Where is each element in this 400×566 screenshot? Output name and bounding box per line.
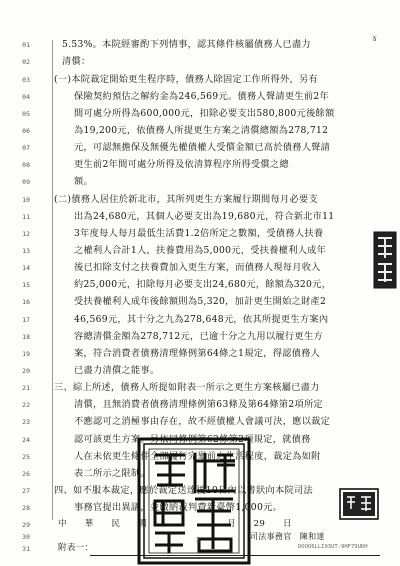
line-number: 25	[22, 453, 30, 461]
line-number: 10	[22, 196, 30, 204]
line-number: 14	[22, 264, 30, 272]
line-number: 15	[22, 281, 30, 289]
text-line: 不應認可之消極事由存在，故不經債權人會議可決，應以裁定	[74, 416, 331, 427]
text-line: 約25,000元，扣除每月必要支出24,680元，餘額為320元，	[74, 279, 332, 290]
line-number: 07	[22, 144, 30, 152]
text-line: (二)債務人居住於新北市，其所列更生方案履行期間每月必要支	[54, 194, 318, 205]
text-line: 後已扣除支付之扶養費加入更生方案，而債務人現每月收入	[74, 262, 321, 273]
text-line: (一)本院裁定開始更生程序時，債務人除固定工作所得外，另有	[54, 74, 318, 85]
side-stamp	[372, 230, 398, 290]
court-seal-image	[135, 435, 253, 566]
line-number: 16	[22, 298, 30, 306]
line-number: 20	[22, 367, 30, 375]
line-number: 19	[22, 350, 30, 358]
text-line: 保險契約預估之解約金為246,569元。債務人聲請更生前2年	[74, 91, 329, 102]
text-line: 46,569元，其十分之九為278,648元，依其所提更生方案內	[74, 314, 329, 325]
text-line: 案，符合消費者債務清理條例第64條之1規定，得認債務人	[74, 348, 321, 359]
line-number: 02	[22, 58, 30, 66]
text-line: 表二所示之限制。	[74, 468, 150, 479]
line-number: 05	[22, 110, 30, 118]
officer-name-stamp	[339, 488, 379, 520]
date-line: 中 華 民 國 月 29 日	[58, 519, 292, 529]
text-line: 認可該更生方案。另依同條例第62條第2項規定，就債務	[74, 434, 311, 445]
line-number: 22	[22, 401, 30, 409]
appendix-label: 附表一：	[58, 543, 94, 553]
text-line: 容總清償金額為278,712元，已逾十分之九用以履行更生方	[74, 331, 323, 342]
text-line: 間可處分所得為600,000元，扣除必要支出580,800元後餘額	[74, 108, 335, 119]
line-number: 08	[22, 161, 30, 169]
line-number: 30	[22, 533, 30, 541]
text-line: 3年度每人每月最低生活費1.2倍所定之數額，受債務人扶養	[74, 228, 324, 239]
line-number: 03	[22, 76, 30, 84]
line-number: 23	[22, 418, 30, 426]
text-line: 之權利人合計1人，扶養費用為5,000元，受扶養權利人成年	[74, 245, 327, 256]
text-line: 元，可認無擔保及無優先權債權人受償金額已高於債務人聲請	[74, 142, 331, 153]
line-number: 26	[22, 470, 30, 478]
line-number: 01	[22, 41, 30, 49]
page-number: 2	[196, 537, 200, 544]
text-line: 為19,200元，依債務人所提更生方案之清償總額為278,712	[74, 125, 329, 136]
line-number: 29	[22, 521, 30, 529]
line-number: 27	[22, 487, 30, 495]
line-number: 12	[22, 230, 30, 238]
footer-code: DOOO6LLI93UT-9HF79UDH	[298, 544, 368, 550]
line-number: 18	[22, 333, 30, 341]
text-line: 額。	[74, 176, 93, 187]
text-line: 受扶養權利人成年後餘額則為5,320，加計更生開始之財產2	[74, 296, 327, 307]
line-number: 09	[22, 178, 30, 186]
text-line: 已盡力清償之能事。	[74, 365, 160, 376]
line-number: 13	[22, 247, 30, 255]
line-number: 28	[22, 504, 30, 512]
officer-line: 司法事務官 陳和達	[250, 532, 325, 541]
text-line: 四、如不服本裁定，應於裁定送達後10日內以書狀向本院司法	[54, 485, 313, 496]
margin-mark: ɤ	[372, 34, 378, 44]
text-line: 三、綜上所述，債務人所提如附表一所示之更生方案核屬已盡力	[54, 382, 320, 393]
text-line: 5.53%。本院經審酌下列情事，認其條件核屬債務人已盡力	[62, 39, 311, 50]
text-line: 人在未依更生條件全部履行完畢前之生活程度，裁定為如附	[74, 451, 321, 462]
margin-rule	[52, 40, 53, 520]
text-line: 更生前2年間可處分所得及依清算程序所得受償之總	[74, 159, 289, 170]
line-number: 11	[22, 213, 30, 221]
line-number: 21	[22, 384, 30, 392]
text-line: 清償，且無消費者債務清理條例第63條及第64條第2項所定	[74, 399, 323, 410]
line-number: 17	[22, 316, 30, 324]
line-number: 06	[22, 127, 30, 135]
line-number: 24	[22, 436, 30, 444]
line-number: 31	[22, 545, 30, 553]
text-line: 清償：	[62, 56, 91, 67]
text-line: 出為24,680元，其個人必要支出為19,680元，符合新北市11	[74, 211, 335, 222]
line-number: 04	[22, 93, 30, 101]
text-line: 事務官提出異議，並繳納裁判費新臺幣1,000元。	[74, 502, 283, 513]
